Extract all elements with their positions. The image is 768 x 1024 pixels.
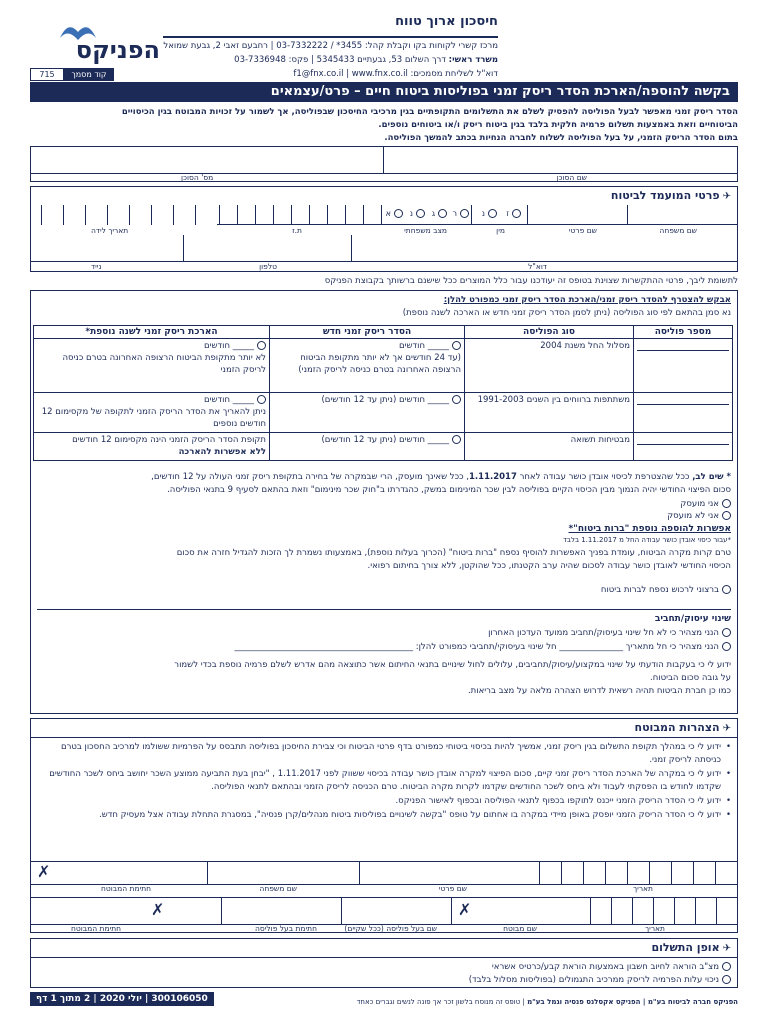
- occupation-p3: כמו כן חברת הביטוח תהיה רשאית לדרוש הצהרה מלאה על מצב בריאות.: [467, 686, 731, 696]
- id-field[interactable]: [215, 205, 381, 225]
- owner-signature-label: חתימת בעל פוליסה: [254, 924, 317, 933]
- policy-table: [33, 325, 733, 461]
- marital-radio-g[interactable]: [438, 209, 447, 218]
- ext-cell: תקופת הסדר הריסק הזמני הינה מקסימום 12 חודשים ללא אפשרות להארכה: [34, 433, 270, 461]
- last-name-label: שם משפחה: [659, 226, 697, 235]
- policy-type-cell: משתתפות ברווחים בין השנים 1991-2003: [465, 393, 634, 433]
- agent-name-field[interactable]: [383, 147, 737, 173]
- footer-code-bar: 300106050 | יולי 2020 | 2 מתוך 1 דף: [30, 992, 214, 1006]
- last-name-sig-label: שם משפחה: [259, 884, 297, 893]
- plane-icon: ✈: [722, 191, 731, 202]
- health-p2: הכיסוי החודשי לאובדן כושר עבודה לסכום שהיה ערב הקטנתו, ככל שהוקטן, ללא צורך בחיתום רפואי.: [367, 561, 731, 571]
- payment-title: ✈אופן התשלום: [651, 941, 731, 954]
- plane-icon: ✈: [722, 723, 731, 734]
- no-change-radio[interactable]: [722, 628, 731, 637]
- occupation-title: שינוי עיסוק/תחביב: [654, 614, 731, 624]
- policy-number-cell[interactable]: [634, 339, 733, 393]
- email-field[interactable]: [351, 235, 737, 261]
- attention-option-employed[interactable]: אני מועסק: [680, 498, 731, 510]
- owner-date-label: תאריך: [645, 924, 665, 933]
- id-label: ת.ז: [292, 226, 302, 235]
- signature-row-1: [31, 861, 737, 893]
- attention-line1: * שים לב, ככל שהצטרפת לכיסוי אובדן כושר עבודה לאחר 1.11.2017, ככל שאינך מועסק, הרי שבמקרה של בחירה בתקופת ריסק זמני העולה על 12 חודשים,: [151, 472, 731, 482]
- form-code: 715: [30, 68, 64, 81]
- insured-signature-field[interactable]: [31, 862, 207, 884]
- col-policy-type: סוג הפוליסה: [465, 326, 634, 339]
- intro-p2: הביטוחיים וזאת באמצעות תשלום פרמיה חלקית בלבד בגין ביטוח ריסק ו/או ביטוחים נוספים.: [378, 120, 738, 130]
- agent-number-field[interactable]: [31, 147, 383, 173]
- payment-rule: [31, 957, 737, 958]
- new-cell[interactable]: _____ חודשים (עד 24 חודשים אך לא יותר מתקופת הביטוח הרצופה האחרונה בטרם כניסה לריסק הזמני): [270, 339, 465, 393]
- form-code-label: קוד מסמך: [64, 68, 114, 81]
- logo-text: הפניקס: [75, 36, 160, 64]
- table-row: [34, 339, 733, 393]
- insured-name-label: שם מבוטח: [503, 924, 537, 933]
- declaration-item: • ידוע לי כי במקרה של הארכת הסדר ריסק זמני קיים, סכום הפיצוי למקרה אובדן כושר עבודה בכיסוי ששווק לפני 1.11.2017 , "יבחן בעת התביעה ממוצע השכר יחושב ביחס לשכר החודשים שקדמו לחודש בו הפסקתי לעבוד ולא ביחס לשכר החודשים שקדמו לקרות מקרה הביטוח. טרם הכניסה לריסק הזמני ובהתאם לתנאי הפוליסה.: [49, 769, 731, 792]
- marital-label: מצב משפחתי: [404, 226, 447, 235]
- col-extension: הארכת ריסק זמני לשנה נוספת*: [34, 326, 270, 339]
- ext-cell[interactable]: _____ חודשים ניתן להאריך את הסדר הריסק הזמני לתקופה של מקסימום 12 חודשים נוספים: [34, 393, 270, 433]
- agent-name-label: שם הסוכן: [556, 173, 587, 182]
- deduct-radio[interactable]: [722, 975, 731, 984]
- header-line1: מרכז קשרי לקוחות בקו וקבלת קהל: 3455* / 03-7332222 | רחבעם זאבי 2, גבעת שמואל: [163, 41, 498, 51]
- birth-date-label: תאריך לידה: [91, 226, 129, 235]
- table-header-row: [34, 326, 733, 339]
- first-name-label: שם פרטי: [568, 226, 597, 235]
- date-field[interactable]: [537, 862, 737, 884]
- last-name-field[interactable]: [627, 205, 737, 225]
- insured-signature-label-2: חתימת המבוטח: [71, 924, 122, 933]
- insured-section: [30, 186, 738, 272]
- agent-divider: [31, 173, 737, 174]
- header-line2: משרד ראשי: דרך השלום 53, גבעתיים 5345433 | פקס: 03-7336948: [234, 55, 498, 65]
- footer-company: הפניקס חברה לביטוח בע"מ | הפניקס אקסלנס פנסיה וגמל בע"מ | טופס זה מנוסח בלשון זכר אך פונה לנשים וגברים כאחד: [356, 998, 738, 1006]
- health-option[interactable]: ברצוני לרכוש נספח לברות ביטוח: [601, 584, 731, 596]
- table-row: [34, 433, 733, 461]
- contact-notice: לתשומת ליבך, פרטי ההתקשרות שצוינת בטופס זה יעודכנו עבור כלל המוצרים ככל שישנם ברשותך בקבוצת הפניקס: [324, 276, 738, 286]
- plane-icon: ✈: [722, 943, 731, 954]
- declaration-item: • ידוע לי כי הסדר הריסק הזמני יופסק באופן מיידי במקרה בו אחתום על טופס "בקשה לשינויים בפוליסות ביטוח מנהלים/קרן פנסיה", במסגרת התחלת עבודה אצל מעסיק חדש.: [99, 810, 731, 820]
- policy-type-cell: מסלול החל משנת 2004: [465, 339, 634, 393]
- policy-number-cell[interactable]: [634, 433, 733, 461]
- col-policy-number: מספר פוליסה: [634, 326, 733, 339]
- declarations-list: [41, 741, 731, 822]
- employed-radio[interactable]: [722, 499, 731, 508]
- gender-field[interactable]: ז נ: [471, 205, 527, 225]
- phone-field[interactable]: [183, 235, 351, 261]
- attention-line2: סכום הפיצוי החודשי יהיה הנמוך מבין הכיסוי הקיים בפוליסה לבין שכר המינימום במשק, כהגדרתו ב"חוק שכר מינימום" וזאת בהתאם לסעיף 9 בתנאי הפוליסה.: [167, 485, 731, 495]
- occupation-opt1[interactable]: הנני מצהיר כי לא חל שינוי בעיסוק/תחביב ממועד העדכון האחרון: [488, 627, 731, 639]
- ext-radio-2[interactable]: [257, 395, 266, 404]
- insured-title: ✈פרטי המועמד לביטוח: [610, 189, 731, 202]
- attention-option-unemployed[interactable]: אני לא מועסק: [667, 510, 731, 522]
- new-cell[interactable]: _____ חודשים (ניתן עד 12 חודשים): [270, 433, 465, 461]
- occupation-p2: על גובה סכום הביטוח.: [650, 673, 731, 683]
- header-line3: דוא"ל לשליחת מסמכים: f1@fnx.co.il | www.fnx.co.il: [293, 69, 498, 79]
- gender-radio-f[interactable]: [488, 209, 497, 218]
- agent-box: [30, 146, 738, 182]
- birth-date-field[interactable]: [31, 205, 217, 225]
- health-radio[interactable]: [722, 585, 731, 594]
- first-name-sig-field[interactable]: [359, 862, 537, 884]
- payment-section: [30, 938, 738, 988]
- table-row: [34, 393, 733, 433]
- mobile-label: נייד: [91, 262, 102, 271]
- col-new: הסדר ריסק זמני חדש: [270, 326, 465, 339]
- company-unit: חיסכון ארוך טווח: [395, 14, 498, 29]
- owner-date-field[interactable]: [571, 898, 737, 924]
- new-radio-3[interactable]: [452, 435, 461, 444]
- occupation-divider: [37, 609, 731, 610]
- ext-radio-1[interactable]: [257, 341, 266, 350]
- owner-signature-field[interactable]: [221, 898, 341, 924]
- email-label: דוא"ל: [528, 262, 547, 271]
- marital-radio-r[interactable]: [460, 209, 469, 218]
- new-cell[interactable]: _____ חודשים (ניתן עד 12 חודשים): [270, 393, 465, 433]
- insured-name-field[interactable]: [451, 898, 571, 924]
- payment-opt1[interactable]: מצ"ב הוראה לחיוב חשבון באמצעות הוראת קבע/כרטיס אשראי: [492, 961, 731, 973]
- insured-signature-label: חתימת המבוטח: [101, 884, 152, 893]
- occupation-opt2[interactable]: הנני מצהיר כי חל מתאריך _______________ חל שינוי בעיסוקי/תחביבי כמפורט להלן: __________________________________________: [235, 641, 731, 653]
- header-rule: [163, 36, 498, 38]
- phone-label: טלפון: [259, 262, 277, 271]
- marital-radio-n[interactable]: [416, 209, 425, 218]
- health-title: אפשרות להוספה נוספת "ברות ביטוח"*: [568, 524, 731, 534]
- date-label: תאריך: [633, 884, 653, 893]
- insured-row2-bottom: [31, 261, 737, 262]
- mobile-field[interactable]: [31, 235, 183, 261]
- policy-type-cell: מבטיחות תשואה: [465, 433, 634, 461]
- sign-here-icon: ✗: [151, 900, 165, 919]
- insured-signature-field-2[interactable]: [31, 898, 221, 924]
- gender-label: מין: [496, 226, 505, 235]
- agent-number-label: מס' הסוכן: [181, 173, 214, 182]
- owner-name-label: שם בעל פוליסה (ככל שקיים): [344, 924, 437, 933]
- intro-p3: בתום הסדר הריסק הזמני, על בעל הפוליסה לשלוח לחברה הנחיות בכתב להמשך הפוליסה.: [384, 133, 738, 143]
- health-p1: טרם קרות מקרה הביטוח, עומדת בפניך האפשרות להוסיף נספח "ברות ביטוח" (הכרוך בעלות נוספת), באמצעותו נשמרת לך הזכות להגדיל חזרה את סכום: [176, 548, 731, 558]
- marital-radio-a[interactable]: [394, 209, 403, 218]
- marital-field[interactable]: ר ג נ א: [381, 205, 471, 225]
- first-name-sig-label: שם פרטי: [438, 884, 467, 893]
- declaration-item: • ידוע לי כי במהלך תקופת התשלום בגין ריסק זמני, אמשיך להיות בכיסוי ביטוחי כמפורט בדף פרטי הביטוח וכי צבירת החיסכון בפוליסה תתבסס על הפרמיות ששולמו למרכיב החסכון בטרם כניסתה לריסק זמני.: [60, 742, 731, 765]
- request-subtitle: נא סמן בהתאם לפי סוג הפוליסה (ניתן לסמן הסדר ריסק זמני חדש או הארכה לשנה נוספת): [402, 308, 731, 318]
- first-name-field[interactable]: [527, 205, 627, 225]
- gender-radio-m[interactable]: [512, 209, 521, 218]
- new-radio-2[interactable]: [452, 395, 461, 404]
- sign-here-icon: ✗: [458, 900, 472, 919]
- health-footnote: *עבור כיסוי אובדן כושר עבודה החל מ 1.11.2017 בלבד: [563, 536, 731, 544]
- unemployed-radio[interactable]: [722, 511, 731, 520]
- ext-cell[interactable]: _____ חודשים לא יותר מתקופת הביטוח הרצופה האחרונה בטרם כניסה לריסק הזמני: [34, 339, 270, 393]
- request-title: אבקש להצטרף להסדר ריסק זמני/הארכת הסדר ריסק זמני כמפורט להלן:: [443, 295, 731, 305]
- new-radio-1[interactable]: [452, 341, 461, 350]
- declarations-title: ✈הצהרות המבוטח: [634, 721, 731, 734]
- owner-signature-row: [30, 897, 738, 933]
- form-title: בקשה להוספה/הארכת הסדר ריסק זמני בפוליסות ביטוח חיים – פרט/עצמאים: [30, 82, 738, 102]
- policy-number-cell[interactable]: [634, 393, 733, 433]
- declarations-rule: [31, 737, 737, 738]
- payment-opt2[interactable]: ניכוי עלות הפרמיה לריסק ממרכיב התגמולים (בפוליסות מסלול בלבד): [469, 974, 731, 986]
- standing-order-radio[interactable]: [722, 962, 731, 971]
- intro-p1: הסדר ריסק זמני מאפשר לבעל הפוליסה להפסיק לשלם את התשלומים התקופתיים בגין מרכיבי החיסכון שבפוליסה, אך לשמור על זכויות המבוטח בגין הכיסויים: [121, 107, 738, 117]
- sign-here-icon: ✗: [37, 862, 51, 881]
- declaration-item: • ידוע לי כי הסדר הריסק הזמני ייכנס לתוקפו בכפוף לתנאי הפוליסה ובכפוף לאישור הפניקס.: [395, 796, 731, 806]
- occupation-p1: ידוע לי כי בעקבות הודעתי על שינוי במקצוע/עיסוק/תחביבים, עלולים לחול שינויים בתנאי החיתום אשר כתוצאה מהם אדרש לשלם פרמיה נוספת בכדי לשמור: [174, 660, 731, 670]
- request-section: [30, 290, 738, 714]
- logo: [30, 14, 160, 64]
- change-radio[interactable]: [722, 642, 731, 651]
- owner-name-field[interactable]: [341, 898, 451, 924]
- last-name-sig-field[interactable]: [207, 862, 359, 884]
